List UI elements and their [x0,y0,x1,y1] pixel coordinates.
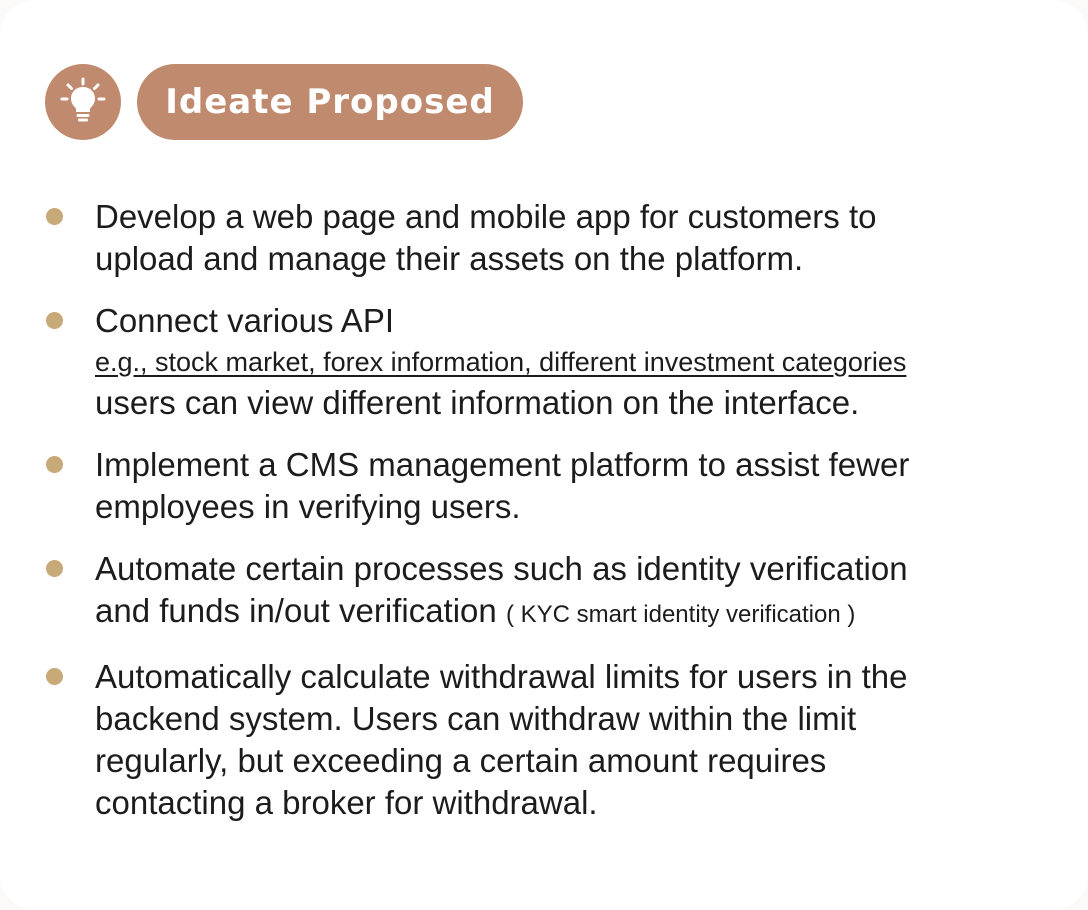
item-text: Connect various API [95,302,394,339]
item-text: employees in verifying users. [95,488,521,525]
bullet-dot [46,312,63,329]
list-item [46,444,1056,528]
bullet-dot [46,668,63,685]
lightbulb-icon [57,76,109,128]
item-text: upload and manage their assets on the platform. [95,240,804,277]
list-item [46,196,1056,280]
lightbulb-icon-badge [45,64,121,140]
bullet-dot [46,456,63,473]
item-text: regularly, but exceeding a certain amount requires [95,742,827,779]
item-text-with-note [95,590,1056,636]
list-item [46,548,1056,636]
proposal-list [46,196,1056,844]
section-title: Ideate Proposed [165,82,495,122]
list-item [46,300,1056,424]
item-text: and funds in/out verification [95,592,497,629]
title-pill [137,64,523,140]
item-note: ( KYC smart identity verification ) [505,601,856,628]
item-text: users can view different information on the interface. [95,384,860,421]
item-text: contacting a broker for withdrawal. [95,784,598,821]
item-text: backend system. Users can withdraw within the limit [95,700,857,737]
section-header [45,64,523,140]
list-item [46,656,1056,824]
item-text: Automatically calculate withdrawal limits for users in the [95,658,908,695]
bullet-dot [46,560,63,577]
item-text: Automate certain processes such as identity verification [95,550,908,587]
item-text: Develop a web page and mobile app for customers to [95,198,877,235]
item-text: Implement a CMS management platform to assist fewer [95,446,910,483]
bullet-dot [46,208,63,225]
item-example: e.g., stock market, forex information, different investment categories [95,347,907,377]
